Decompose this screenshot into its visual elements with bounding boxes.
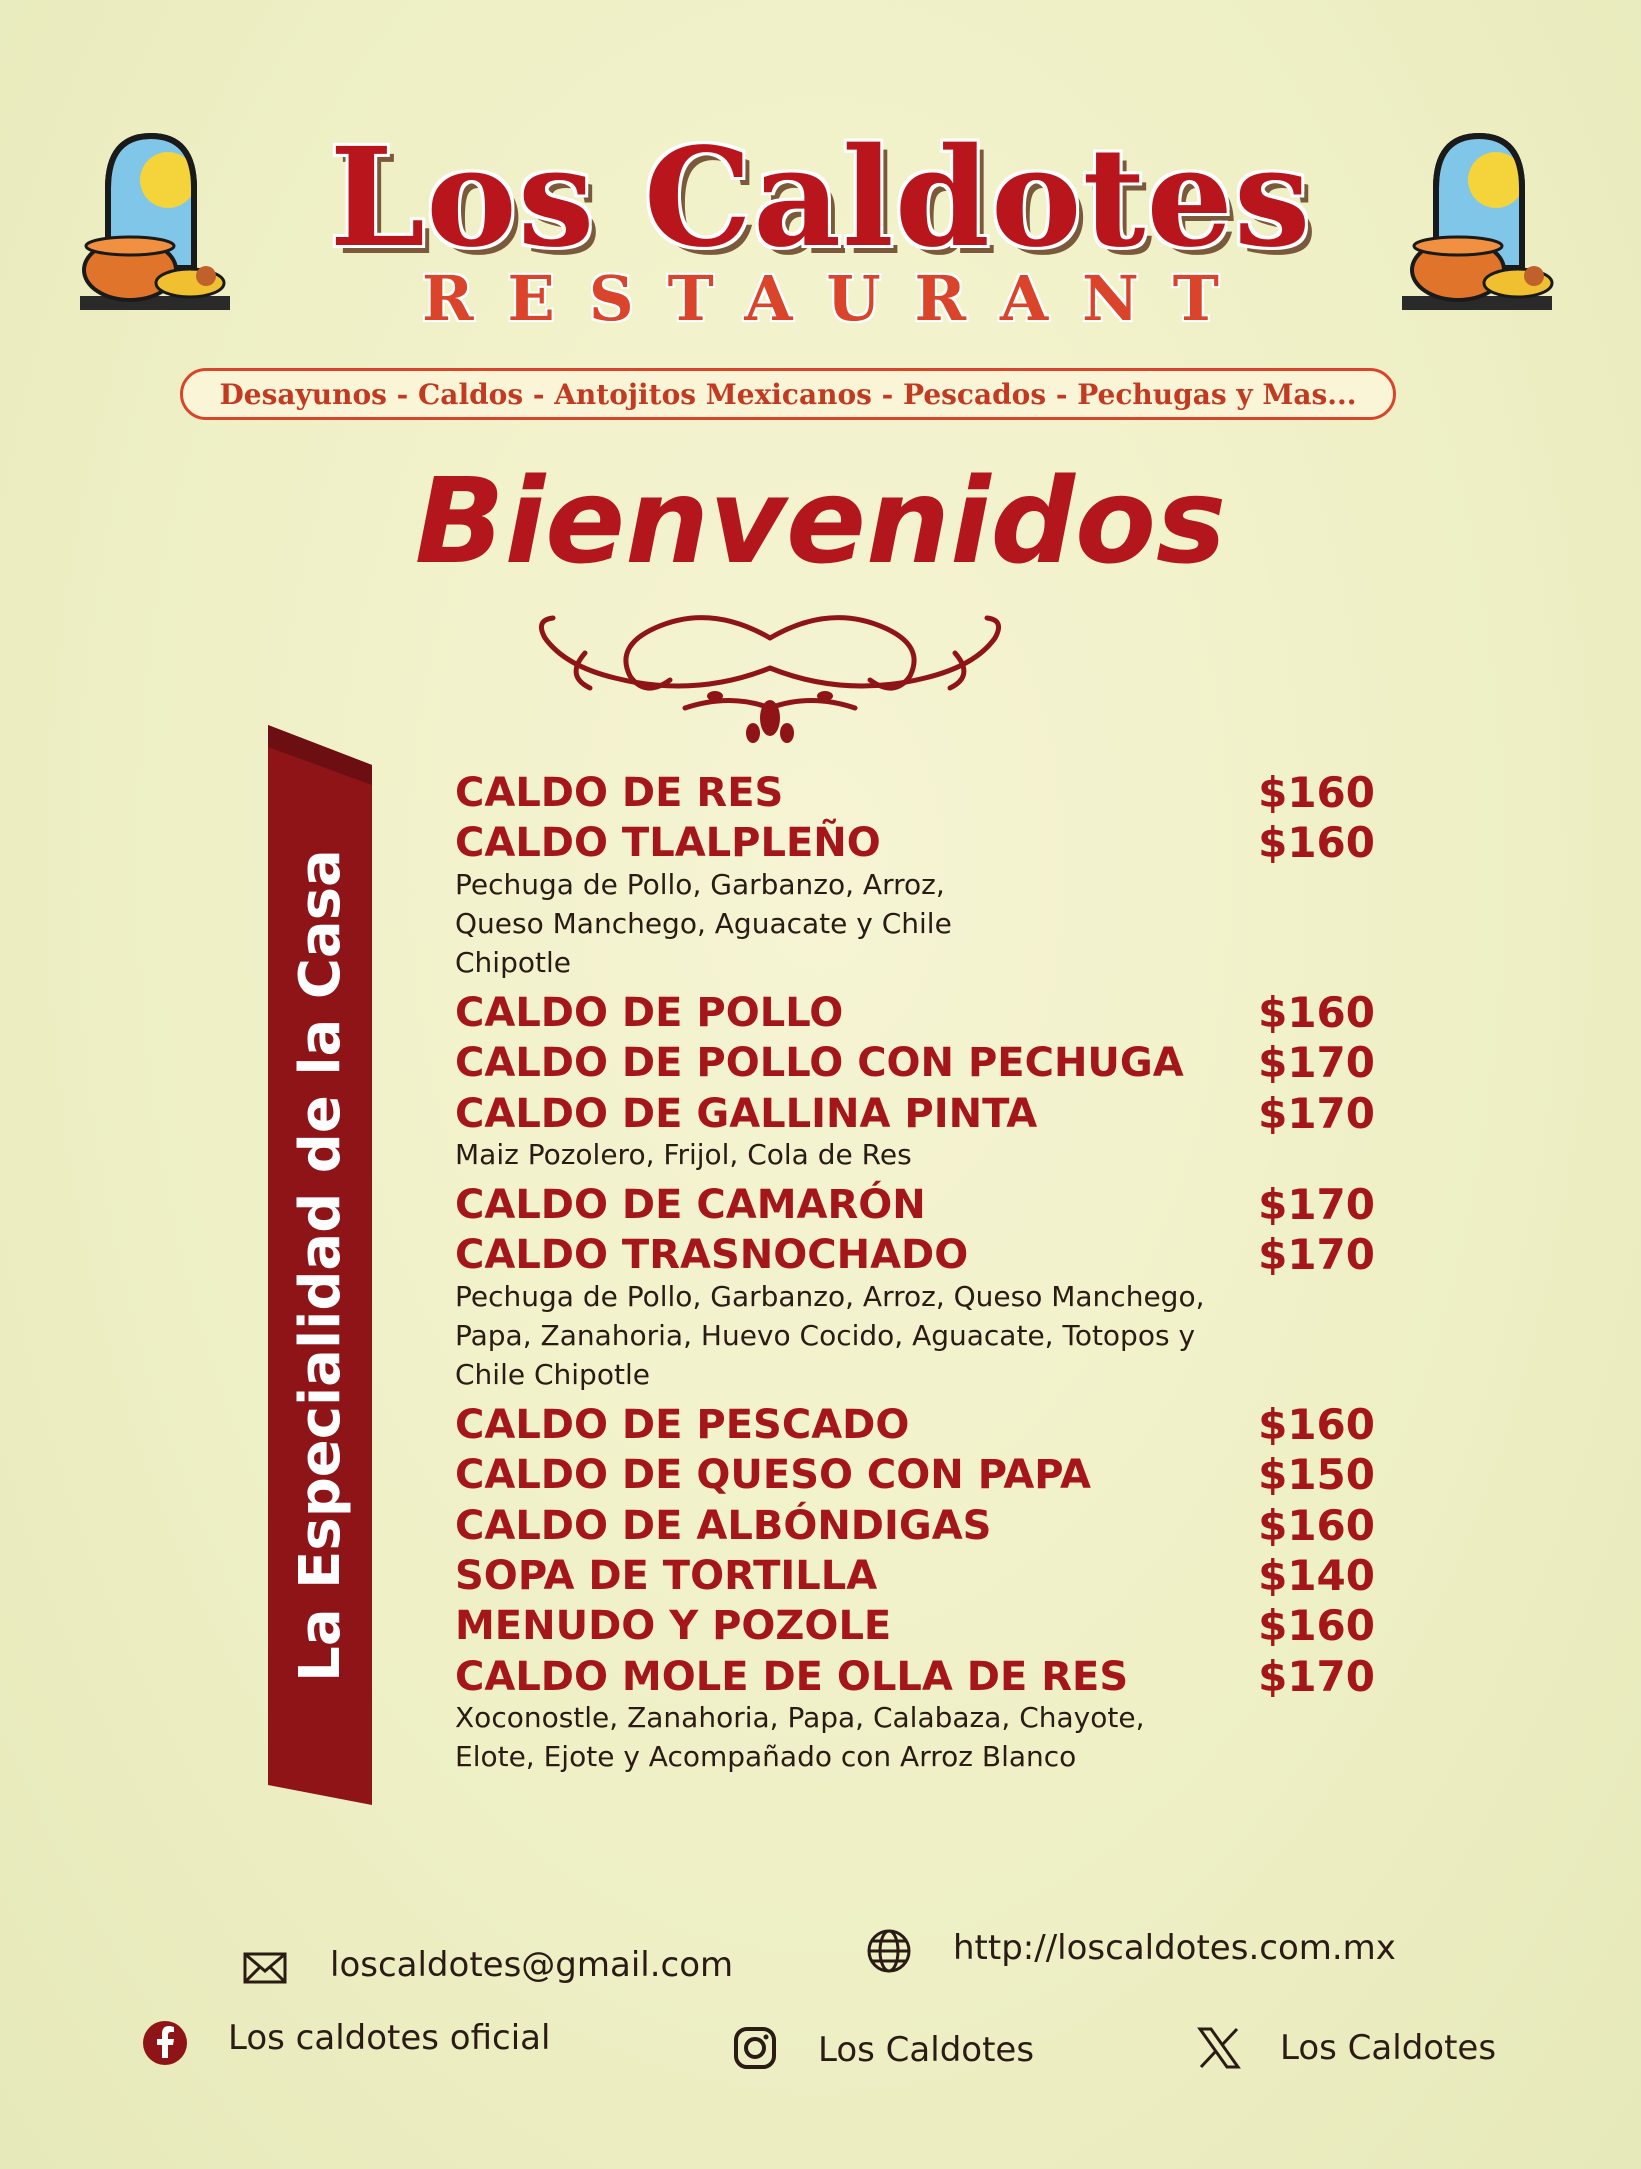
menu-item-price: $160 <box>1258 987 1375 1037</box>
menu-item-name: CALDO MOLE DE OLLA DE RES <box>455 1653 1129 1700</box>
menu-item <box>455 1652 1375 1776</box>
menu-item-name: CALDO TRASNOCHADO <box>455 1232 969 1279</box>
menu-item-name: CALDO DE GALLINA PINTA <box>455 1090 1038 1137</box>
menu-item-name: CALDO DE ALBÓNDIGAS <box>455 1502 992 1549</box>
menu-list <box>455 768 1375 1782</box>
instagram-icon[interactable] <box>732 2025 778 2071</box>
menu-item <box>455 1450 1375 1500</box>
menu-item-description: Xoconostle, Zanahoria, Papa, Calabaza, Chayote, Elote, Ejote y Acompañado con Arroz Blanco <box>455 1701 1145 1774</box>
menu-item-description: Maiz Pozolero, Frijol, Cola de Res <box>455 1137 912 1171</box>
menu-item <box>455 1400 1375 1450</box>
facebook-icon[interactable] <box>142 2020 188 2066</box>
menu-item <box>455 1230 1375 1393</box>
globe-icon <box>866 1928 912 1974</box>
menu-item-price: $170 <box>1258 1179 1375 1229</box>
menu-item <box>455 1038 1375 1088</box>
welcome-heading: Bienvenidos <box>414 452 1227 590</box>
mail-icon <box>242 1945 288 1991</box>
menu-item-price: $160 <box>1258 1601 1375 1651</box>
menu-item-name: CALDO DE PESCADO <box>455 1401 910 1448</box>
menu-item-price: $150 <box>1258 1450 1375 1500</box>
menu-item-name: SOPA DE TORTILLA <box>455 1552 878 1599</box>
menu-item-price: $170 <box>1258 1038 1375 1088</box>
instagram-link[interactable]: Los Caldotes <box>818 2030 1035 2070</box>
menu-item <box>455 1501 1375 1551</box>
menu-item-price: $160 <box>1258 768 1375 817</box>
facebook-link[interactable]: Los caldotes oficial <box>228 2018 551 2058</box>
menu-item-price: $160 <box>1258 1399 1375 1449</box>
menu-item-name: CALDO DE CAMARÓN <box>455 1181 926 1228</box>
website-link[interactable]: http://loscaldotes.com.mx <box>953 1928 1396 1968</box>
menu-item-name: MENUDO Y POZOLE <box>455 1603 892 1650</box>
menu-item-description: Pechuga de Pollo, Garbanzo, Arroz, Queso Manchego, Papa, Zanahoria, Huevo Cocido, Aguacate, Totopos y Chile Chipotle <box>455 1279 1205 1391</box>
menu-item <box>455 818 1375 981</box>
menu-item-price: $140 <box>1258 1550 1375 1600</box>
x-link[interactable]: Los Caldotes <box>1280 2028 1497 2068</box>
menu-item-name: CALDO DE POLLO CON PECHUGA <box>455 1040 1184 1087</box>
menu-item-name: CALDO DE QUESO CON PAPA <box>455 1452 1091 1499</box>
ribbon-label: La Especialidad de la Casa <box>287 848 353 1682</box>
x-icon[interactable] <box>1196 2025 1242 2071</box>
menu-item <box>455 988 1375 1038</box>
menu-item-price: $170 <box>1258 1651 1375 1701</box>
ribbon-label-wrap <box>268 725 372 1805</box>
menu-item-price: $170 <box>1258 1088 1375 1138</box>
menu-item <box>455 1089 1375 1174</box>
menu-item-price: $160 <box>1258 1500 1375 1550</box>
tagline-text: Desayunos - Caldos - Antojitos Mexicanos - Pescados - Pechugas y Mas... <box>219 377 1357 411</box>
menu-item-name: CALDO DE POLLO <box>455 989 844 1036</box>
email-link[interactable]: loscaldotes@gmail.com <box>330 1945 734 1985</box>
menu-item <box>455 768 1375 818</box>
menu-item <box>455 1601 1375 1651</box>
menu-item <box>455 1551 1375 1601</box>
menu-item-name: CALDO DE RES <box>455 770 784 816</box>
tagline-banner <box>180 368 1396 420</box>
menu-item <box>455 1180 1375 1230</box>
menu-item-price: $170 <box>1258 1230 1375 1280</box>
restaurant-subtitle: RESTAURANT <box>422 262 1253 335</box>
menu-item-description: Pechuga de Pollo, Garbanzo, Arroz, Queso Manchego, Aguacate y Chile Chipotle <box>455 867 952 979</box>
menu-item-name: CALDO TLALPLEÑO <box>455 820 881 867</box>
restaurant-name: Los Caldotes <box>329 118 1312 278</box>
flourish-ornament-icon <box>505 598 1035 748</box>
menu-item-price: $160 <box>1258 818 1375 868</box>
